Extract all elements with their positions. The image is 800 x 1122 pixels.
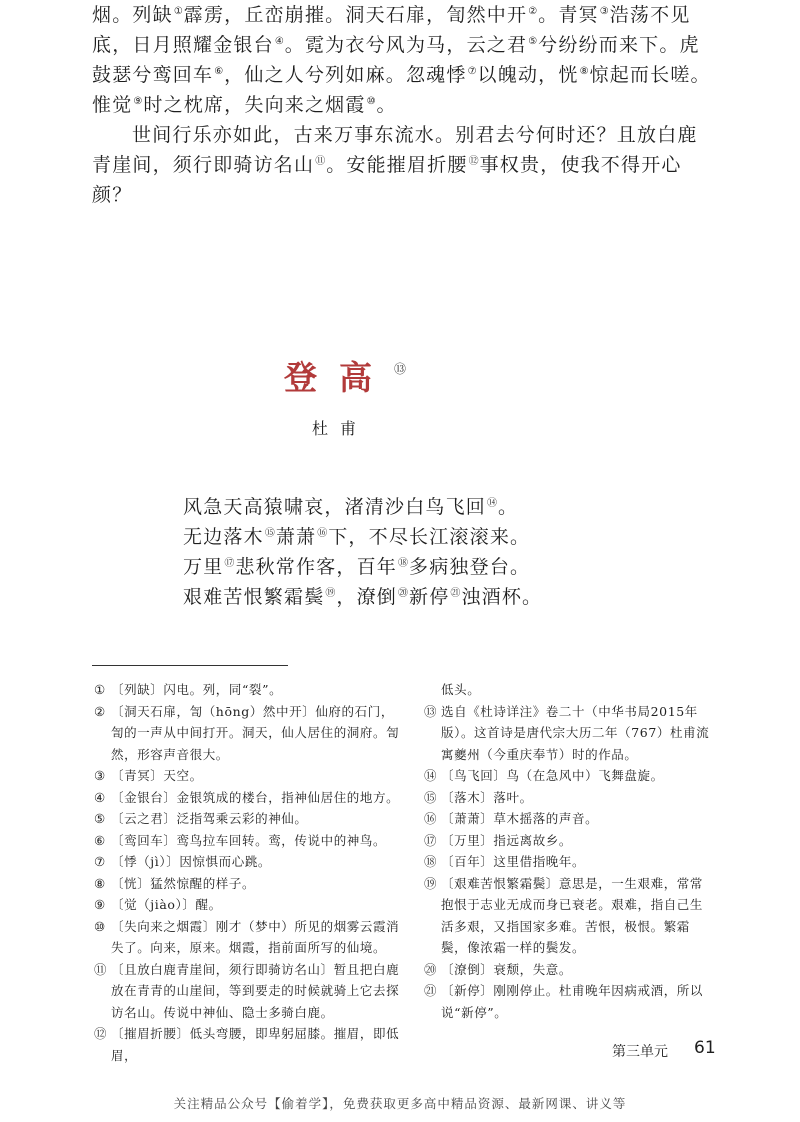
footnote-item: [424, 701, 714, 766]
footnote-ref: ⑰: [224, 558, 235, 569]
footnote-item: [94, 765, 400, 787]
text-run: ，潦倒: [336, 586, 398, 608]
footnote-ref: ⑧: [579, 66, 589, 77]
text-run: 惊起而长嗟。惟觉: [92, 64, 711, 116]
poem-line: [183, 522, 542, 552]
footnote-text: 〔青冥〕天空。: [111, 768, 203, 783]
footnote-number: ⑰: [424, 832, 438, 848]
footnote-number: ⑳: [424, 961, 438, 977]
poem-title-text: 登高: [283, 358, 394, 397]
footnote-ref: ②: [528, 6, 538, 17]
footnotes-left-column: [94, 679, 400, 1066]
footnote-item: [424, 808, 714, 830]
footnote-text: 〔摧眉折腰〕低头弯腰，即卑躬屈膝。摧眉，即低眉，: [111, 1026, 400, 1063]
footnote-ref: ⑮: [264, 528, 275, 539]
footnote-number: ⑫: [94, 1026, 108, 1041]
footnotes-right-column: [424, 679, 714, 1023]
footnote-ref: ⑪: [315, 156, 326, 167]
footnote-ref: ⑨: [133, 96, 143, 107]
footnote-number: ⑨: [94, 897, 106, 912]
prose-paragraph-2: [92, 120, 712, 210]
watermark-text: 关注精品公众号【偷着学】，免费获取更多高中精品资源、最新网课、讲义等: [173, 1096, 627, 1111]
footnote-number: ⑭: [424, 768, 438, 783]
footnote-number: ④: [94, 789, 106, 805]
footnote-item: [424, 873, 714, 959]
footnote-text: 〔悸（jì）〕因惊惧而心跳。: [111, 854, 272, 869]
footnote-item: [94, 916, 400, 959]
footnote-item: [424, 980, 714, 1023]
footnote-item: [94, 701, 400, 766]
footnote-ref: ⑯: [317, 528, 328, 539]
footnote-ref: ①: [173, 6, 183, 17]
footnote-number: [424, 679, 441, 701]
page-number: 61: [694, 1038, 716, 1058]
text-run: 多病独登台。: [409, 556, 531, 578]
footnote-ref: ④: [274, 36, 284, 47]
footnote-number: ②: [94, 703, 106, 719]
footnote-number: ⑲: [424, 875, 438, 891]
footnote-text: 〔潦倒〕衰颓，失意。: [441, 961, 573, 977]
poem-body: [183, 492, 542, 612]
footnote-text: 〔鸟飞回〕鸟（在急风中）飞舞盘旋。: [441, 768, 664, 783]
footnote-item: [424, 851, 714, 873]
footnote-text: 〔且放白鹿青崖间，须行即骑访名山〕暂且把白鹿放在青青的山崖间，等到要走的时候就骑上它去探访名山。传说中神仙、隐士多骑白鹿。: [111, 961, 400, 1020]
poem-title: [0, 352, 690, 399]
footnote-item: [94, 959, 400, 1024]
text-run: 。: [376, 94, 397, 116]
unit-label: 第三单元: [612, 1044, 668, 1060]
prose-body: [92, 0, 712, 210]
footnote-number: ①: [94, 682, 106, 697]
text-run: 。霓为衣兮风为马，云之君: [284, 34, 528, 56]
footnote-ref: ⑩: [366, 96, 376, 107]
footnote-ref: ⑳: [398, 588, 409, 599]
footnote-ref: ⑤: [528, 36, 538, 47]
poem-line: [183, 552, 542, 582]
footnote-text: 选自《杜诗详注》卷二十（中华书局2015年版）。这首诗是唐代宗大历二年（767）杜甫流寓夔州（今重庆奉节）时的作品。: [441, 703, 710, 762]
text-run: 世间行乐亦如此，古来万事东流水。别君去兮何时还？且放白鹿青崖间，须行即骑访名山: [92, 124, 698, 176]
text-run: 霹雳，丘峦崩摧。洞天石扉，訇然中开: [183, 4, 528, 26]
footnote-number: ⑧: [94, 875, 106, 891]
footnote-ref: ⑲: [325, 588, 336, 599]
footnote-item: [424, 679, 714, 701]
footnote-text: 〔鸾回车〕鸾鸟拉车回转。鸾，传说中的神鸟。: [111, 832, 387, 848]
footnote-item: [424, 787, 714, 809]
text-run: 事权贵，使我不得开心颜？: [92, 154, 682, 206]
text-run: 。青冥: [538, 4, 599, 26]
footnote-text: 低头。: [441, 682, 481, 697]
text-run: 时之枕席，失向来之烟霞: [143, 94, 366, 116]
text-run: 艰难苦恨繁霜鬓: [183, 586, 325, 608]
footnote-number: ⑦: [94, 854, 106, 869]
footnote-text: 〔萧萧〕草木摇落的声音。: [441, 811, 599, 826]
text-run: 浊酒杯。: [461, 586, 543, 608]
footnote-text: 〔洞天石扉，訇（hōng）然中开〕仙府的石门，訇的一声从中间打开。洞天，仙人居住的洞府。訇然，形容声音很大。: [111, 703, 400, 762]
footnote-ref: ⑥: [214, 66, 224, 77]
footnote-item: [94, 830, 400, 852]
footnote-ref: ⑦: [467, 66, 477, 77]
footnote-text: 〔艰难苦恨繁霜鬓〕意思是，一生艰难，常常抱恨于志业无成而身已衰老。艰难，指自己生活多艰，又指国家多难。苦恨，极恨。繁霜鬓，像浓霜一样的鬓发。: [441, 875, 704, 955]
footnote-item: [94, 1023, 400, 1066]
footnote-ref: ⑫: [468, 156, 479, 167]
footnote-item: [94, 679, 400, 701]
text-run: 无边落木: [183, 526, 264, 548]
footnote-number: ⑪: [94, 961, 108, 977]
text-run: 下，不尽长江滚滚来。: [328, 526, 531, 548]
footnote-text: 〔百年〕这里借指晚年。: [441, 854, 586, 869]
text-run: 。安能摧眉折腰: [326, 154, 468, 176]
footnote-number: ⑤: [94, 811, 106, 826]
text-run: 浩荡不见底，日月照耀金银台: [92, 4, 691, 56]
footnote-text: 〔失向来之烟霞〕刚才（梦中）所见的烟雾云霞消失了。向来，原来。烟霞，指前面所写的仙境。: [111, 918, 400, 955]
text-run: ，仙之人兮列如麻。忽魂悸: [224, 64, 467, 86]
footnote-text: 〔金银台〕金银筑成的楼台，指神仙居住的地方。: [111, 789, 400, 805]
footnote-number: ⑯: [424, 811, 438, 826]
footnote-text: 〔云之君〕泛指驾乘云彩的神仙。: [111, 811, 308, 826]
poem-author: 杜甫: [311, 419, 368, 438]
footnote-item: [94, 808, 400, 830]
footnote-text: 〔新停〕刚刚停止。杜甫晚年因病戒酒，所以说“新停”。: [441, 983, 704, 1020]
footnote-number: ⑮: [424, 789, 438, 805]
text-run: 烟。列缺: [92, 4, 173, 26]
footnote-text: 〔恍〕猛然惊醒的样子。: [111, 875, 256, 891]
footnote-item: [94, 787, 400, 809]
footnote-text: 〔落木〕落叶。: [441, 789, 533, 805]
text-run: 新停: [409, 586, 450, 608]
footnote-number: ㉑: [424, 983, 438, 998]
text-run: 万里: [183, 556, 224, 578]
footnote-ref: ㉑: [450, 588, 461, 599]
poem-line: [183, 582, 542, 612]
footnote-item: [94, 851, 400, 873]
poem-title-note-ref: ⑬: [393, 362, 406, 376]
footnote-item: [424, 959, 714, 981]
footnote-item: [424, 830, 714, 852]
text-run: 兮纷纷而来下。虎鼓瑟兮鸾回车: [92, 34, 700, 86]
footnote-text: 〔觉（jiào）〕醒。: [111, 897, 222, 912]
footnote-number: ⑩: [94, 918, 106, 934]
footnote-text: 〔万里〕指远离故乡。: [441, 832, 573, 848]
text-run: 悲秋常作客，百年: [235, 556, 398, 578]
prose-paragraph-1: [92, 0, 712, 120]
footnote-ref: ⑱: [398, 558, 409, 569]
footnote-item: [94, 894, 400, 916]
footnote-item: [424, 765, 714, 787]
footnote-ref: ③: [599, 6, 609, 17]
footnote-number: ⑬: [424, 703, 438, 719]
footnote-item: [94, 873, 400, 895]
footnote-number: ⑥: [94, 832, 106, 848]
text-run: 风急天高猿啸哀，渚清沙白鸟飞回: [183, 496, 487, 518]
footnote-number: ⑱: [424, 854, 438, 869]
poem-line: [183, 492, 542, 522]
footnote-ref: ⑭: [487, 498, 498, 509]
text-run: 以魄动，恍: [477, 64, 579, 86]
footnote-text: 〔列缺〕闪电。列，同“裂”。: [111, 682, 283, 697]
footnote-divider: [92, 665, 288, 666]
footnote-number: ③: [94, 768, 106, 783]
text-run: 萧萧: [275, 526, 317, 548]
text-run: 。: [498, 496, 519, 518]
